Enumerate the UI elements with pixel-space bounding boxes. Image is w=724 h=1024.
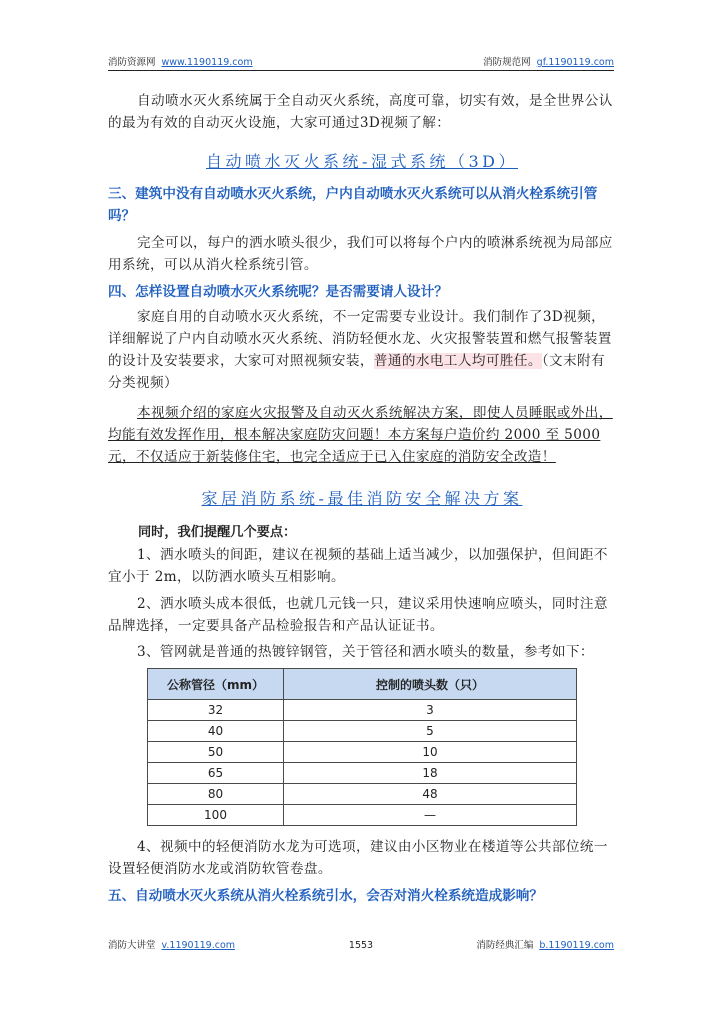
section-4-title: 四、怎样设置自动喷水灭火系统呢？是否需要请人设计？ bbox=[108, 284, 448, 300]
table-cell-diameter: 50 bbox=[148, 742, 284, 763]
footer-left bbox=[108, 937, 235, 951]
table-row bbox=[148, 721, 577, 742]
page-footer bbox=[108, 935, 614, 951]
page-number: 1553 bbox=[348, 940, 374, 951]
table-row bbox=[148, 763, 577, 784]
section-5-title: 五、自动喷水灭火系统从消火栓系统引水，会否对消火栓系统造成影响？ bbox=[108, 888, 543, 904]
header-right-link[interactable]: gf.1190119.com bbox=[536, 57, 614, 68]
section-4-body bbox=[108, 306, 616, 394]
table-cell-count: 5 bbox=[284, 721, 577, 742]
header-left-label: 消防资源网 bbox=[108, 57, 156, 68]
table-cell-count: 48 bbox=[284, 784, 577, 805]
footer-right-label: 消防经典汇编 bbox=[476, 940, 534, 951]
points-heading: 同时，我们提醒几个要点： bbox=[138, 525, 297, 540]
table-cell-count: — bbox=[284, 805, 577, 826]
table-row bbox=[148, 784, 577, 805]
video-link-wet-system[interactable] bbox=[0, 149, 724, 172]
section-3-body: 完全可以，每户的洒水喷头很少，我们可以将每个户内的喷淋系统视为局部应用系统，可以从消火栓系统引管。 bbox=[108, 235, 613, 273]
table-row bbox=[148, 742, 577, 763]
point-2: 2、洒水喷头成本很低，也就几元钱一只，建议采用快速响应喷头，同时注意品牌选择，一定要具备产品检验报告和产品认证证书。 bbox=[108, 596, 608, 634]
video-link-home-system[interactable] bbox=[0, 486, 724, 509]
table-header-sprinkler-count: 控制的喷头数（只） bbox=[284, 669, 577, 700]
header-right-label: 消防规范网 bbox=[483, 57, 531, 68]
page-header bbox=[108, 52, 614, 71]
table-row bbox=[148, 805, 577, 826]
header-left-link[interactable]: www.1190119.com bbox=[161, 57, 253, 68]
footer-right bbox=[476, 937, 614, 951]
video-link-wet-system-text[interactable]: 自动喷水灭火系统-湿式系统（3D） bbox=[206, 152, 518, 171]
section-4-highlight: 普通的水电工人均可胜任。 bbox=[373, 353, 542, 369]
table-cell-diameter: 65 bbox=[148, 763, 284, 784]
header-left bbox=[108, 54, 253, 68]
table-cell-diameter: 80 bbox=[148, 784, 284, 805]
table-header-row bbox=[148, 669, 577, 700]
table-cell-diameter: 32 bbox=[148, 700, 284, 721]
section-4-body-end: （文末附有分类视频） bbox=[108, 353, 605, 391]
footer-right-link[interactable]: b.1190119.com bbox=[539, 940, 614, 951]
video-link-home-system-text[interactable]: 家居消防系统-最佳消防安全解决方案 bbox=[201, 489, 523, 508]
point-4: 4、视频中的轻便消防水龙为可选项，建议由小区物业在楼道等公共部位统一设置轻便消防水龙或消防软管卷盘。 bbox=[108, 839, 608, 877]
point-3: 3、管网就是普通的热镀锌钢管，关于管径和洒水喷头的数量，参考如下： bbox=[137, 644, 594, 660]
table-cell-count: 18 bbox=[284, 763, 577, 784]
section-4-body-start: 家庭自用的自动喷水灭火系统，不一定需要专业设计。我们制作了3D视频，详细解说了户内自动喷水灭火系统、消防轻便水龙、火灾报警装置和燃气报警装置的设计及安装要求，大家可对照视频安装， bbox=[108, 309, 612, 369]
section-3-title: 三、建筑中没有自动喷水灭火系统，户内自动喷水灭火系统可以从消火栓系统引管吗？ bbox=[108, 186, 598, 224]
table-cell-diameter: 100 bbox=[148, 805, 284, 826]
table-row bbox=[148, 700, 577, 721]
point-1: 1、洒水喷头的间距，建议在视频的基础上适当减少，以加强保护，但间距不宜小于 2m，以防洒水喷头互相影响。 bbox=[108, 547, 608, 585]
section-4-underlined: 本视频介绍的家庭火灾报警及自动灭火系统解决方案，即使人员睡眠或外出，均能有效发挥作用，根本解决家庭防灾问题！本方案每户造价约 2000 至 5000元，不仅适应于新装修住宅，也完全适应于已入住家庭的消防安全改造！ bbox=[108, 405, 613, 465]
table-header-diameter: 公称管径（mm） bbox=[148, 669, 284, 700]
header-right bbox=[483, 54, 614, 68]
table-cell-count: 10 bbox=[284, 742, 577, 763]
table-cell-count: 3 bbox=[284, 700, 577, 721]
pipe-size-table bbox=[147, 668, 577, 826]
intro-paragraph: 自动喷水灭火系统属于全自动灭火系统，高度可靠，切实有效，是全世界公认的最为有效的自动灭火设施，大家可通过3D视频了解： bbox=[108, 93, 613, 131]
footer-left-label: 消防大讲堂 bbox=[108, 940, 156, 951]
table-cell-diameter: 40 bbox=[148, 721, 284, 742]
footer-left-link[interactable]: v.1190119.com bbox=[161, 940, 236, 951]
